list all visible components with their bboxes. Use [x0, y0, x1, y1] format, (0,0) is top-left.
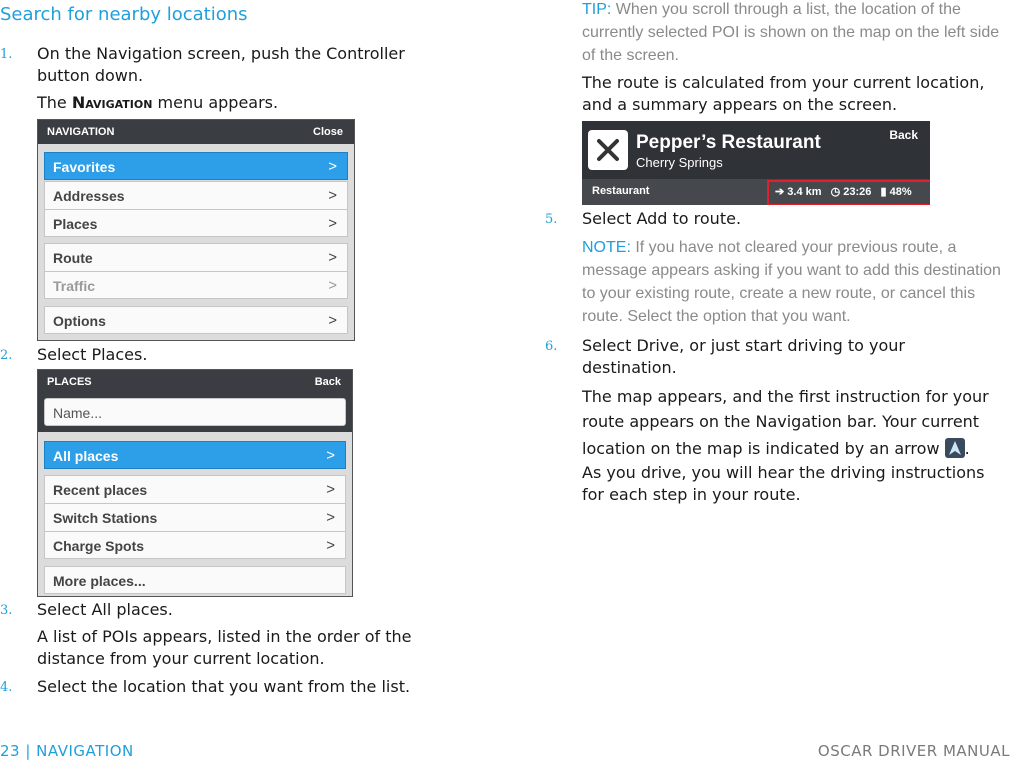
places-item-all[interactable]	[44, 441, 346, 469]
chevron-right-icon: >	[328, 312, 337, 329]
places-item-more[interactable]	[44, 566, 346, 594]
step-2-post: .	[142, 345, 148, 364]
back-button[interactable]: Back	[889, 128, 918, 142]
route-distance: 3.4 km	[787, 186, 822, 198]
chevron-right-icon: >	[326, 509, 335, 526]
step-3-result: A list of POIs appears, listed in the order of the distance from your current location.	[37, 627, 412, 668]
chevron-right-icon: >	[326, 481, 335, 498]
places-item-label: Charge Spots	[53, 538, 145, 554]
nav-item-label: Route	[53, 250, 93, 266]
chevron-right-icon: >	[328, 215, 337, 232]
step-6-text	[582, 335, 962, 379]
nav-item-label: Places	[53, 216, 98, 232]
step-6-post: , or just start driving to your destination.	[582, 336, 905, 377]
step-3-ui-label: All places	[91, 600, 168, 619]
places-item-label: Recent places	[53, 482, 148, 498]
clock-icon: ◷	[830, 186, 841, 198]
places-item-label: Switch Stations	[53, 510, 158, 526]
footer-page-section: 23 | NAVIGATION	[0, 742, 134, 760]
name-search-input[interactable]: Name...	[44, 398, 346, 426]
step-2-text	[37, 344, 147, 366]
step-5-ui-label: Add to route	[636, 209, 736, 228]
poi-category: Restaurant	[592, 185, 650, 197]
step-4-text: Select the location that you want from the list.	[37, 677, 411, 696]
nav-item-traffic[interactable]	[44, 271, 348, 299]
step-3-number: 3.	[0, 603, 13, 618]
navigation-screen	[37, 119, 355, 341]
chevron-right-icon: >	[326, 447, 335, 464]
step-4-number: 4.	[0, 680, 13, 695]
note-text	[582, 236, 1002, 328]
step-1-result	[37, 92, 278, 114]
places-item-label: More places...	[53, 573, 146, 589]
restaurant-icon	[588, 130, 628, 170]
chevron-right-icon: >	[328, 249, 337, 266]
nav-item-route[interactable]	[44, 243, 348, 271]
tip-label: TIP:	[582, 1, 612, 18]
tip-text	[582, 0, 1007, 67]
step-6-pre: Select	[582, 336, 637, 355]
nav-item-label: Addresses	[53, 188, 125, 204]
poi-name: Pepper’s Restaurant	[636, 132, 821, 153]
location-arrow-icon	[945, 438, 965, 458]
step-1-text	[37, 43, 447, 87]
nav-item-options[interactable]	[44, 306, 348, 334]
places-screen	[37, 369, 353, 597]
navigation-title: NAVIGATION	[47, 126, 115, 138]
step-5-text	[582, 208, 741, 230]
step-6-result-1-text: The map appears, and the first instruction for your route appears on the Navigation bar. Your current location on the map is indicated by an arrow	[582, 387, 989, 458]
step-2-pre: Select	[37, 345, 92, 364]
step-1-result-post: menu appears.	[152, 93, 279, 112]
step-6-result-1	[582, 384, 1010, 461]
arrow-right-icon: ➔	[775, 186, 785, 198]
tip-body: When you scroll through a list, the location of the currently selected POI is shown on the map on the left side of the screen.	[582, 1, 1000, 64]
step-1-result-pre: The	[37, 93, 72, 112]
note-label: NOTE:	[582, 239, 631, 256]
step-6-number: 6.	[545, 339, 558, 354]
step-3-text	[37, 599, 173, 621]
chevron-right-icon: >	[328, 158, 337, 175]
chevron-right-icon: >	[326, 537, 335, 554]
nav-item-label: Traffic	[53, 278, 96, 294]
step-3-pre: Select	[37, 600, 92, 619]
step-2-ui-label: Places	[91, 345, 143, 364]
step-2-number: 2.	[0, 348, 13, 363]
route-summary	[775, 185, 912, 198]
note-body: If you have not cleared your previous route, a message appears asking if you want to add this destination to your existing route, create a new route, or cancel this route. Select the option that you want.	[582, 239, 1001, 325]
places-item-switch-stations[interactable]	[44, 503, 346, 531]
nav-item-favorites[interactable]	[44, 152, 348, 180]
chevron-right-icon: >	[328, 187, 337, 204]
route-battery: 48%	[889, 186, 912, 198]
places-item-charge-spots[interactable]	[44, 531, 346, 559]
step-3-post: .	[167, 600, 173, 619]
step-1-post: screen, push the Controller button down.	[37, 44, 405, 85]
chevron-right-icon: >	[328, 277, 337, 294]
step-1-ui-label: Navigation	[96, 44, 183, 63]
places-title: PLACES	[47, 376, 92, 388]
places-item-label: All places	[53, 448, 119, 464]
step-6-ui-label: Drive	[636, 336, 680, 355]
step-6-result-1-end: .	[964, 439, 970, 458]
battery-icon: ▮	[880, 186, 887, 198]
places-titlebar	[38, 370, 352, 394]
step-5-pre: Select	[582, 209, 637, 228]
step-6-result-2: As you drive, you will hear the driving instructions for each step in your route.	[582, 463, 985, 504]
step-1-result-ui: Navigation	[71, 93, 153, 112]
section-heading: Search for nearby locations	[0, 4, 248, 25]
poi-summary-screen	[582, 121, 930, 205]
step-5-post: .	[735, 209, 742, 228]
poi-location: Cherry Springs	[636, 155, 723, 170]
step-1-number: 1.	[0, 47, 13, 62]
nav-item-label: Options	[53, 313, 106, 329]
nav-item-places[interactable]	[44, 209, 348, 237]
nav-item-label: Favorites	[53, 159, 116, 175]
footer-manual-title: OSCAR DRIVER MANUAL	[817, 742, 1010, 760]
route-time: 23:26	[843, 186, 872, 198]
step-1-pre: On the	[37, 44, 97, 63]
nav-item-addresses[interactable]	[44, 181, 348, 209]
places-item-recent[interactable]	[44, 475, 346, 503]
navigation-titlebar	[38, 120, 354, 144]
step-5-number: 5.	[545, 212, 558, 227]
back-button[interactable]: Back	[314, 376, 341, 388]
route-calc-text: The route is calculated from your current location, and a summary appears on the screen.	[582, 73, 985, 114]
close-button[interactable]: Close	[313, 126, 343, 138]
